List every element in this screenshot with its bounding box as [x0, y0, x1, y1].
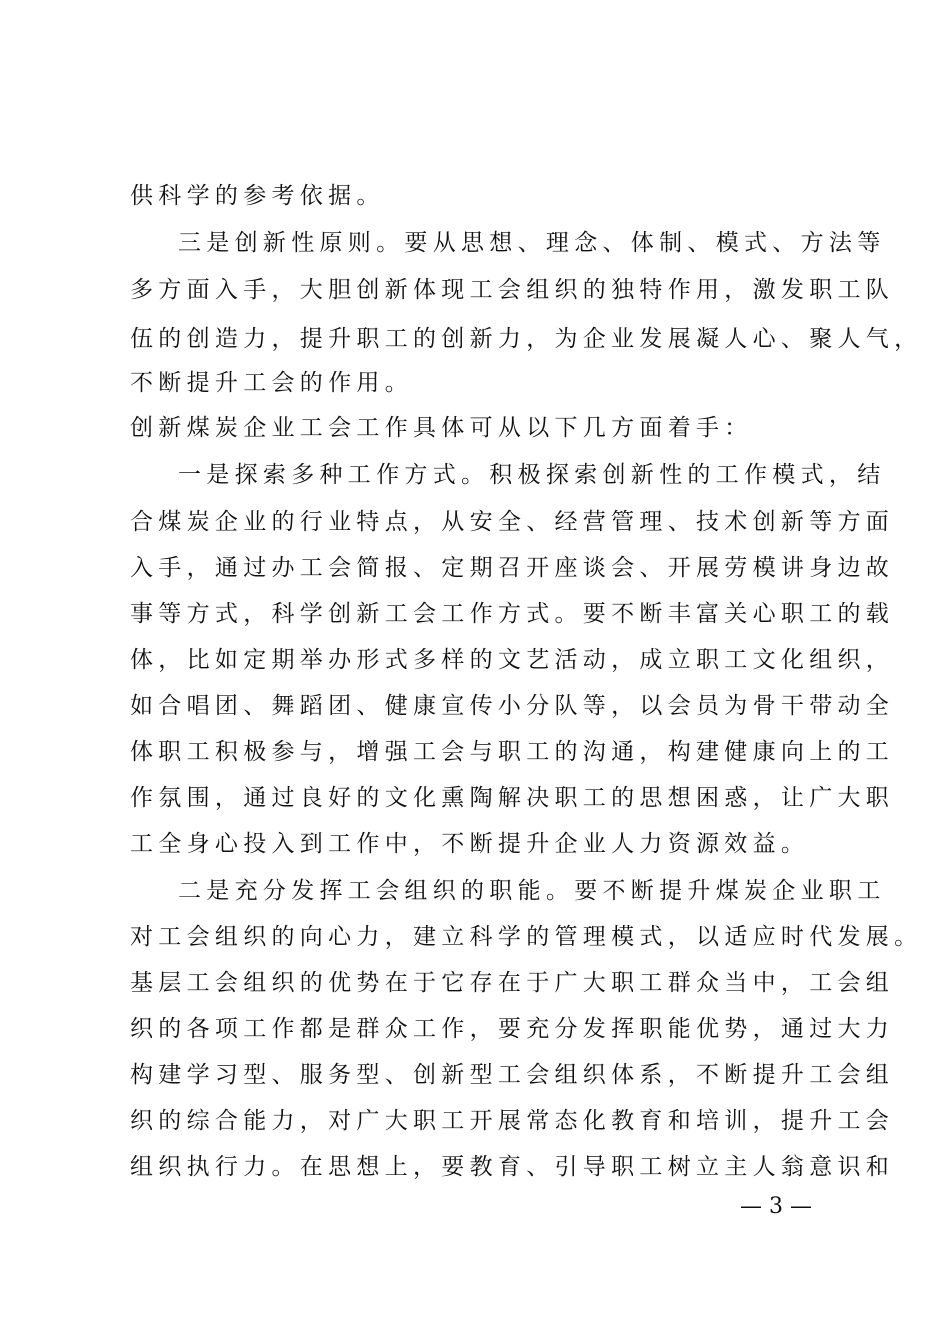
text-line: 伍的创造力，提升职工的创新力，为企业发展凝人心、聚人气， — [130, 326, 923, 352]
text-line: 事等方式，科学创新工会工作方式。要不断丰富关心职工的载 — [130, 601, 895, 627]
text-line: 一是探索多种工作方式。积极探索创新性的工作模式，结 — [178, 462, 886, 488]
text-line: 二是充分发挥工会组织的职能。要不断提升煤炭企业职工 — [178, 878, 886, 904]
text-line: 体，比如定期举办形式多样的文艺活动，成立职工文化组织， — [130, 647, 895, 673]
text-line: 体职工积极参与，增强工会与职工的沟通，构建健康向上的工 — [130, 739, 895, 765]
text-line: 组织执行力。在思想上，要教育、引导职工树立主人翁意识和 — [130, 1154, 895, 1180]
text-line: 基层工会组织的优势在于它存在于广大职工群众当中，工会组 — [130, 970, 895, 996]
text-line: 不断提升工会的作用。 — [130, 370, 413, 396]
text-line: 织的各项工作都是群众工作，要充分发挥职能优势，通过大力 — [130, 1016, 895, 1042]
page-number: — 3 — — [740, 1194, 812, 1219]
text-line: 供科学的参考依据。 — [130, 183, 385, 209]
text-line: 创新煤炭企业工会工作具体可从以下几方面着手： — [130, 415, 753, 441]
text-line: 合煤炭企业的行业特点，从安全、经营管理、技术创新等方面 — [130, 509, 895, 535]
text-line: 多方面入手，大胆创新体现工会组织的独特作用，激发职工队 — [130, 277, 895, 303]
text-line: 织的综合能力，对广大职工开展常态化教育和培训，提升工会 — [130, 1108, 895, 1134]
text-line: 作氛围，通过良好的文化熏陶解决职工的思想困惑，让广大职 — [130, 785, 895, 811]
text-line: 如合唱团、舞蹈团、健康宣传小分队等，以会员为骨干带动全 — [130, 693, 895, 719]
text-line: 工全身心投入到工作中，不断提升企业人力资源效益。 — [130, 831, 810, 857]
text-line: 构建学习型、服务型、创新型工会组织体系，不断提升工会组 — [130, 1062, 895, 1088]
text-line: 三是创新性原则。要从思想、理念、体制、模式、方法等 — [178, 230, 886, 256]
text-line: 对工会组织的向心力，建立科学的管理模式，以适应时代发展。 — [130, 924, 923, 950]
text-line: 入手，通过办工会简报、定期召开座谈会、开展劳模讲身边故 — [130, 555, 895, 581]
